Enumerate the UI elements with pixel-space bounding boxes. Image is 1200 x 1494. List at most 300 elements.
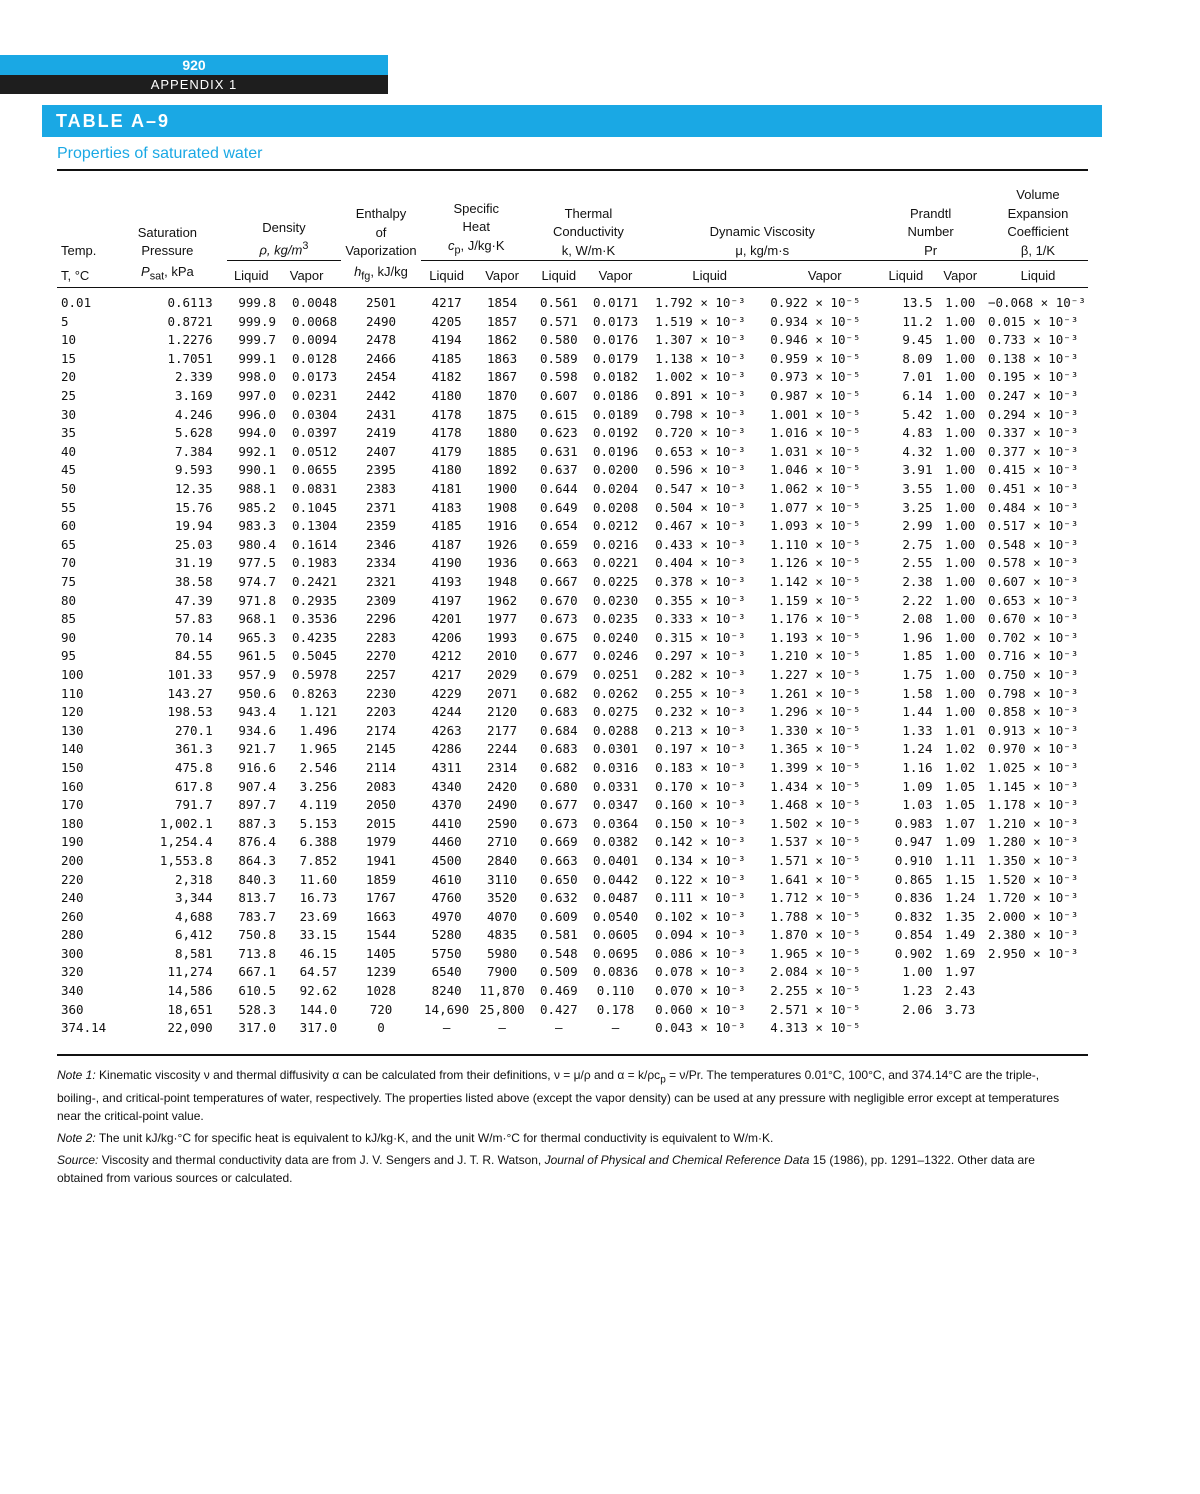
cell-value: 2114	[365, 759, 397, 775]
cell-value: 6.14	[902, 388, 933, 404]
cell-pr-vapor	[938, 461, 982, 480]
cell-value: 0.733	[987, 332, 1026, 348]
cell-value: 1.001	[770, 406, 808, 422]
cell-mu-liquid	[645, 889, 764, 908]
cell-value: 0.0231	[292, 388, 338, 404]
cell-value: 813.7	[238, 890, 277, 906]
cell-exponent: × 10⁻⁵	[807, 518, 861, 534]
cell-value: 4760	[431, 890, 462, 906]
cell-value: 720	[369, 1001, 393, 1017]
cell-mu-liquid	[645, 703, 764, 722]
cell-value: 25,800	[479, 1001, 525, 1017]
cell-value: 1.121	[299, 704, 338, 720]
cell-pr-vapor	[938, 963, 982, 982]
cell-value: 1.178	[987, 797, 1026, 813]
cell-exponent: × 10⁻⁵	[807, 481, 861, 497]
cell-value: 992.1	[238, 443, 277, 459]
cell-value: 70.14	[174, 629, 213, 645]
cell-value: 11,274	[167, 964, 213, 980]
cell-beta-liquid	[982, 759, 1088, 778]
header-row	[57, 186, 1088, 261]
cell-pr-liquid	[879, 443, 938, 462]
cell-cp-vapor	[472, 443, 531, 462]
cell-value: 3520	[487, 890, 518, 906]
cell-hfg	[341, 461, 421, 480]
cell-density-liquid	[227, 350, 276, 369]
cell-exponent: × 10⁻³	[692, 481, 746, 497]
cell-pr-liquid	[879, 908, 938, 927]
cell-value: 1767	[365, 890, 397, 906]
cell-psat	[122, 945, 226, 964]
cell-value: 0.683	[539, 741, 578, 757]
cell-value: 950.6	[238, 685, 277, 701]
header-cp-unit: , J/kg·K	[460, 237, 505, 253]
cell-value: 934.6	[238, 722, 277, 738]
cell-density-vapor	[276, 313, 341, 332]
cell-cp-vapor	[472, 499, 531, 518]
cell-temp	[57, 796, 122, 815]
cell-mu-vapor	[764, 889, 879, 908]
cell-cp-vapor	[472, 703, 531, 722]
cell-pr-liquid	[879, 387, 938, 406]
cell-value: 40	[61, 443, 77, 459]
cell-exponent: × 10⁻³	[692, 295, 746, 311]
cell-value: 0.934	[770, 313, 808, 329]
cell-exponent: × 10⁻³	[1025, 369, 1079, 385]
cell-pr-vapor	[938, 778, 982, 797]
cell-density-liquid	[227, 536, 276, 555]
cell-pr-vapor	[938, 387, 982, 406]
cell-value: 0.571	[539, 313, 578, 329]
cell-value: 2.339	[174, 369, 213, 385]
cell-value: 7.852	[299, 852, 338, 868]
cell-hfg	[341, 554, 421, 573]
cell-value: 957.9	[238, 666, 277, 682]
cell-value: 2383	[365, 481, 397, 497]
cell-value: 0.663	[539, 852, 578, 868]
cell-value: 1.02	[945, 741, 976, 757]
cell-beta-liquid	[982, 703, 1088, 722]
cell-exponent: × 10⁻⁵	[807, 369, 861, 385]
cell-exponent: × 10⁻³	[1025, 350, 1079, 366]
cell-mu-vapor	[764, 778, 879, 797]
cell-value: 0.653	[655, 443, 693, 459]
cell-value: 85	[61, 611, 77, 627]
cell-exponent: × 10⁻³	[1025, 834, 1079, 850]
cell-density-vapor	[276, 833, 341, 852]
cell-exponent: × 10⁻³	[692, 499, 746, 515]
cell-density-liquid	[227, 815, 276, 834]
cell-cp-liquid	[421, 982, 473, 1001]
header-pr-l1: Prandtl	[910, 205, 952, 221]
cell-value: 0.0128	[292, 350, 338, 366]
cell-cp-liquid	[421, 703, 473, 722]
cell-exponent: × 10⁻⁵	[807, 388, 861, 404]
cell-density-liquid	[227, 313, 276, 332]
cell-mu-vapor	[764, 592, 879, 611]
cell-cp-vapor	[472, 908, 531, 927]
cell-value: 0.659	[539, 536, 578, 552]
cell-mu-vapor	[764, 815, 879, 834]
cell-mu-liquid	[645, 443, 764, 462]
cell-hfg	[341, 573, 421, 592]
cell-value: 999.1	[238, 350, 277, 366]
cell-cp-liquid	[421, 685, 473, 704]
cell-value: 4178	[431, 425, 462, 441]
cell-value: 317.0	[238, 1020, 277, 1036]
cell-k-liquid	[532, 406, 586, 425]
sub-hfg	[341, 261, 421, 288]
cell-value: 0.451	[987, 481, 1026, 497]
cell-hfg	[341, 815, 421, 834]
cell-value: 1.031	[770, 443, 808, 459]
cell-value: 1028	[365, 983, 397, 999]
cell-mu-liquid	[645, 852, 764, 871]
cell-cp-vapor	[472, 740, 531, 759]
cell-psat	[122, 852, 226, 871]
cell-pr-vapor	[938, 982, 982, 1001]
cell-cp-liquid	[421, 517, 473, 536]
cell-value: 2071	[487, 685, 518, 701]
cell-density-liquid	[227, 554, 276, 573]
cell-psat	[122, 647, 226, 666]
cell-value: 0.832	[894, 908, 933, 924]
cell-value: 1.519	[655, 313, 693, 329]
cell-value: 0.720	[655, 425, 693, 441]
cell-k-liquid	[532, 982, 586, 1001]
cell-value: 1.00	[945, 592, 976, 608]
cell-cp-vapor	[472, 815, 531, 834]
cell-value: 1.434	[770, 778, 808, 794]
cell-value: 1979	[365, 834, 397, 850]
cell-exponent: × 10⁻³	[1025, 927, 1079, 943]
cell-value: 0.0605	[592, 927, 639, 943]
cell-exponent: × 10⁻³	[1025, 313, 1079, 329]
cell-value: 943.4	[238, 704, 277, 720]
cell-density-vapor	[276, 982, 341, 1001]
cell-value: 864.3	[238, 852, 277, 868]
source-label: Source:	[57, 1153, 99, 1168]
cell-density-liquid	[227, 852, 276, 871]
cell-density-liquid	[227, 1019, 276, 1038]
cell-value: 0.043	[655, 1020, 693, 1036]
cell-value: 0.0048	[292, 295, 338, 311]
cell-value: 990.1	[238, 462, 277, 478]
cell-hfg	[341, 406, 421, 425]
cell-density-liquid	[227, 703, 276, 722]
cell-psat	[122, 815, 226, 834]
cell-cp-vapor	[472, 926, 531, 945]
cell-k-vapor	[586, 480, 645, 499]
cell-exponent: × 10⁻³	[692, 871, 746, 887]
cell-value: 1.07	[945, 815, 976, 831]
cell-value: 2.75	[902, 536, 933, 552]
cell-k-vapor	[586, 368, 645, 387]
cell-mu-vapor	[764, 387, 879, 406]
cell-exponent: × 10⁻³	[1025, 406, 1079, 422]
cell-value: 1.00	[945, 518, 976, 534]
cell-value: 9.593	[174, 462, 213, 478]
cell-value: 0.0179	[592, 350, 639, 366]
cell-value: 1.00	[945, 369, 976, 385]
cell-value: 4229	[431, 685, 462, 701]
cell-value: 25	[61, 388, 77, 404]
cell-beta-liquid	[982, 443, 1088, 462]
cell-value: 0.0173	[592, 313, 639, 329]
cell-exponent: × 10⁻³	[1025, 499, 1079, 515]
cell-exponent: × 10⁻³	[692, 927, 746, 943]
cell-k-liquid	[532, 833, 586, 852]
cell-beta-liquid	[982, 666, 1088, 685]
cell-exponent: × 10⁻⁵	[807, 722, 861, 738]
cell-value: 0.589	[539, 350, 578, 366]
cell-density-liquid	[227, 331, 276, 350]
cell-k-liquid	[532, 424, 586, 443]
cell-value: 1,002.1	[159, 815, 213, 831]
cell-k-vapor	[586, 554, 645, 573]
cell-k-liquid	[532, 740, 586, 759]
cell-value: 0.596	[655, 462, 693, 478]
cell-value: 80	[61, 592, 77, 608]
cell-k-vapor	[586, 313, 645, 332]
cell-pr-liquid	[879, 573, 938, 592]
cell-exponent: × 10⁻³	[1025, 425, 1079, 441]
cell-temp	[57, 629, 122, 648]
cell-density-liquid	[227, 480, 276, 499]
cell-exponent: × 10⁻³	[692, 425, 746, 441]
cell-temp	[57, 387, 122, 406]
header-mu-l1: Dynamic Viscosity	[709, 224, 815, 239]
cell-value: 1862	[487, 332, 518, 348]
cell-value: 0.0171	[592, 295, 639, 311]
cell-k-vapor	[586, 759, 645, 778]
cell-value: 0.947	[894, 834, 933, 850]
cell-value: 2029	[487, 666, 518, 682]
cell-psat	[122, 610, 226, 629]
cell-density-liquid	[227, 982, 276, 1001]
cell-value: 610.5	[238, 983, 277, 999]
cell-cp-liquid	[421, 387, 473, 406]
cell-value: 0.8263	[292, 685, 338, 701]
header-pr-l2: Number	[907, 224, 954, 239]
cell-value: 1.296	[770, 704, 808, 720]
cell-value: 0.0316	[592, 759, 639, 775]
cell-mu-liquid	[645, 461, 764, 480]
cell-pr-liquid	[879, 833, 938, 852]
cell-exponent: × 10⁻³	[692, 443, 746, 459]
cell-temp	[57, 592, 122, 611]
header-density-unit: ρ, kg/m	[259, 242, 303, 258]
cell-value: 0.142	[655, 834, 693, 850]
cell-mu-liquid	[645, 908, 764, 927]
cell-value: 2478	[365, 332, 397, 348]
header-hfg	[341, 186, 421, 261]
cell-k-liquid	[532, 387, 586, 406]
cell-cp-liquid	[421, 796, 473, 815]
cell-exponent: × 10⁻³	[1025, 685, 1079, 701]
cell-k-vapor	[586, 666, 645, 685]
cell-value: 0.0192	[592, 425, 639, 441]
cell-pr-vapor	[938, 368, 982, 387]
cell-value: 1.00	[945, 481, 976, 497]
cell-exponent: × 10⁻³	[692, 759, 746, 775]
cell-cp-vapor	[472, 1001, 531, 1020]
cell-pr-liquid	[879, 703, 938, 722]
cell-beta-liquid	[982, 288, 1088, 313]
cell-value: 1.33	[902, 722, 933, 738]
cell-value: 1544	[365, 927, 397, 943]
cell-value: 1.138	[655, 350, 693, 366]
cell-value: 1.49	[945, 927, 976, 943]
cell-pr-liquid	[879, 480, 938, 499]
cell-pr-vapor	[938, 424, 982, 443]
cell-density-vapor	[276, 387, 341, 406]
cell-cp-liquid	[421, 945, 473, 964]
cell-temp	[57, 685, 122, 704]
cell-psat	[122, 387, 226, 406]
cell-value: 1.00	[945, 350, 976, 366]
cell-k-liquid	[532, 796, 586, 815]
cell-value: 2120	[487, 704, 518, 720]
cell-k-liquid	[532, 666, 586, 685]
header-beta	[982, 186, 1088, 261]
cell-exponent: × 10⁻³	[692, 574, 746, 589]
cell-value: 1.025	[987, 759, 1026, 775]
cell-value: 1.110	[770, 536, 808, 552]
cell-value: 2283	[365, 629, 397, 645]
cell-k-liquid	[532, 461, 586, 480]
cell-density-liquid	[227, 610, 276, 629]
cell-exponent: × 10⁻³	[1025, 741, 1079, 757]
cell-psat	[122, 592, 226, 611]
table-row	[57, 610, 1088, 629]
cell-value: 0.195	[987, 369, 1026, 385]
cell-cp-vapor	[472, 722, 531, 741]
cell-hfg	[341, 796, 421, 815]
cell-cp-liquid	[421, 629, 473, 648]
cell-value: 64.57	[299, 964, 338, 980]
cell-exponent: × 10⁻⁵	[807, 1020, 861, 1036]
cell-value: 0.631	[539, 443, 578, 459]
sub-hfg-sym: h	[354, 263, 362, 279]
cell-psat	[122, 889, 226, 908]
cell-value: 1.002	[655, 369, 693, 385]
cell-density-vapor	[276, 610, 341, 629]
cell-mu-vapor	[764, 1019, 879, 1038]
cell-value: 0.578	[987, 555, 1026, 571]
cell-temp	[57, 666, 122, 685]
cell-exponent: × 10⁻³	[1025, 462, 1079, 478]
cell-density-vapor	[276, 759, 341, 778]
cell-beta-liquid	[982, 554, 1088, 573]
cell-value: 30	[61, 406, 77, 422]
cell-density-vapor	[276, 703, 341, 722]
cell-mu-vapor	[764, 350, 879, 369]
cell-density-vapor	[276, 536, 341, 555]
cell-exponent: × 10⁻³	[1025, 332, 1079, 348]
cell-cp-vapor	[472, 852, 531, 871]
cell-exponent: × 10⁻³	[1025, 443, 1079, 459]
cell-k-vapor	[586, 908, 645, 927]
cell-k-liquid	[532, 1001, 586, 1020]
cell-mu-liquid	[645, 666, 764, 685]
cell-beta-liquid	[982, 796, 1088, 815]
note-1	[57, 1066, 1077, 1125]
cell-value: 876.4	[238, 834, 277, 850]
header-hfg-l1: Enthalpy	[355, 206, 407, 221]
cell-value: 0.663	[539, 555, 578, 571]
header-k-l1: Thermal	[564, 205, 613, 221]
cell-temp	[57, 536, 122, 555]
cell-value: 0.377	[987, 443, 1026, 459]
cell-mu-vapor	[764, 833, 879, 852]
cell-temp	[57, 852, 122, 871]
cell-density-liquid	[227, 592, 276, 611]
cell-value: 0.0331	[592, 778, 639, 794]
cell-value: 2420	[487, 778, 518, 794]
cell-pr-liquid	[879, 926, 938, 945]
cell-value: 4500	[431, 852, 462, 868]
cell-value: 1.03	[902, 797, 933, 813]
table-row	[57, 722, 1088, 741]
cell-k-vapor	[586, 1001, 645, 1020]
cell-pr-vapor	[938, 740, 982, 759]
cell-value: 33.15	[299, 927, 338, 943]
cell-density-liquid	[227, 629, 276, 648]
cell-value: 0.5045	[292, 648, 338, 664]
cell-density-vapor	[276, 350, 341, 369]
cell-value: 0.673	[539, 611, 578, 627]
header-temp	[57, 186, 122, 261]
cell-k-liquid	[532, 536, 586, 555]
source-journal: Journal of Physical and Chemical Reference Data	[544, 1153, 810, 1168]
cell-k-vapor	[586, 592, 645, 611]
cell-value: 0.798	[655, 406, 693, 422]
header-psat-l2: Pressure	[141, 243, 194, 258]
cell-value: 12.35	[174, 481, 213, 497]
cell-value: 4194	[431, 332, 462, 348]
cell-cp-liquid	[421, 610, 473, 629]
cell-pr-vapor	[938, 331, 982, 350]
cell-value: 0.716	[987, 648, 1026, 664]
table-row	[57, 759, 1088, 778]
cell-exponent: × 10⁻⁵	[807, 815, 861, 831]
cell-value: 220	[61, 871, 84, 887]
cell-value: 0.060	[655, 1001, 693, 1017]
cell-value: 0.0240	[592, 629, 639, 645]
cell-value: 1.09	[902, 778, 933, 794]
cell-value: 1.00	[945, 332, 976, 348]
cell-value: 57.83	[174, 611, 213, 627]
cell-cp-liquid	[421, 908, 473, 927]
cell-mu-liquid	[645, 963, 764, 982]
cell-psat	[122, 685, 226, 704]
cell-value: 2015	[365, 815, 397, 831]
cell-value: 0.070	[655, 983, 693, 999]
cell-value: 1.2276	[167, 332, 213, 348]
cell-value: 0.0216	[592, 536, 639, 552]
cell-value: 2270	[365, 648, 397, 664]
cell-pr-liquid	[879, 536, 938, 555]
cell-value: 23.69	[299, 908, 338, 924]
cell-exponent: × 10⁻⁵	[807, 666, 861, 682]
cell-mu-vapor	[764, 908, 879, 927]
cell-exponent: × 10⁻³	[692, 834, 746, 850]
cell-pr-liquid	[879, 685, 938, 704]
cell-value: 1.502	[770, 815, 808, 831]
cell-exponent: × 10⁻³	[1025, 722, 1079, 738]
cell-density-vapor	[276, 331, 341, 350]
